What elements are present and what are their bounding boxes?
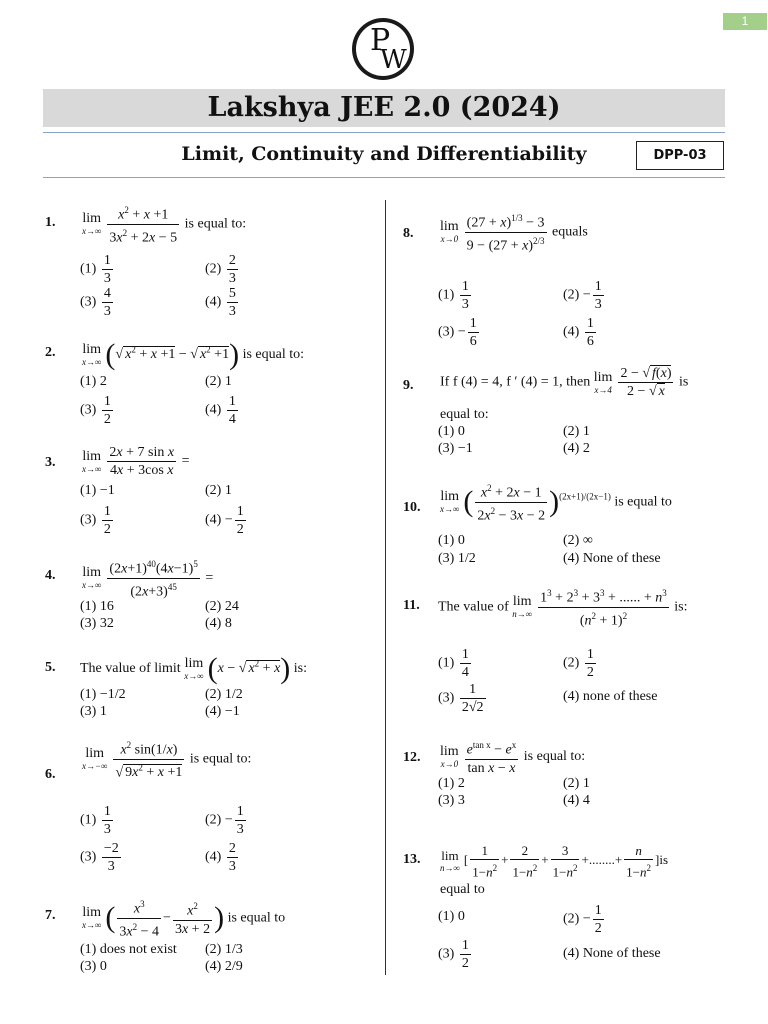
- option: (2) 1: [205, 374, 232, 389]
- question-number: 7.: [45, 908, 56, 923]
- option: (1) −1/2: [80, 687, 126, 702]
- question-13-expression: lim n→∞ [ $\frac{1}{1-n^2}$ + $\frac{2}{1-n^2}$ + $\frac{3}{1-n^2}$ +........+ $\frac{n}{1-n^2}$ ]is: [440, 843, 669, 880]
- option: (4) $\frac{1}{4}$: [205, 394, 236, 427]
- question-12-expression: lim x→0 $\frac{e^{tan x} - e^x}{\text{tan x − x}}$ is equal to:: [440, 737, 585, 777]
- option: (3) $\frac{1}{2}$: [438, 938, 469, 971]
- option: (4) $\frac{1}{6}$: [563, 316, 594, 349]
- option: (4) 2/9: [205, 959, 243, 974]
- question-1-expression: lim x→∞ $\frac{x^2 + x +1}{3x^2 + 2x - 5}$ is equal to:: [82, 202, 246, 246]
- option: (2) ∞: [563, 533, 593, 548]
- question-number: 12.: [403, 750, 421, 765]
- option: (4) − $\frac{1}{2}$: [205, 504, 244, 537]
- question-number: 8.: [403, 226, 414, 241]
- option: (3) 1/2: [438, 551, 476, 566]
- question-6-expression: lim x→−∞ $\frac{x^2 \sin(1/x)}{√ 9x^2 + x +1}$ is equal to:: [82, 737, 251, 781]
- option: (4) −1: [205, 704, 240, 719]
- question-4-expression: lim x→∞ $\frac{(2x+1)^{40}(4x-1)^5}{(2x+3)^{45}}$ =: [82, 556, 213, 600]
- option: (2) $\frac{1}{2}$: [563, 647, 594, 680]
- option: (4) 8: [205, 616, 232, 631]
- divider: [43, 132, 725, 133]
- question-number: 9.: [403, 378, 414, 393]
- question-number: 10.: [403, 500, 421, 515]
- option: (1) $\frac{1}{3}$: [80, 253, 111, 286]
- option: (4) None of these: [563, 551, 661, 566]
- option: (3) $\frac{1}{2√2}$: [438, 682, 484, 715]
- option: (3) $\frac{1}{2}$: [80, 394, 111, 427]
- dpp-badge: DPP-03: [636, 141, 724, 170]
- option: (2) − $\frac{1}{3}$: [563, 279, 602, 312]
- question-10-expression: lim x→∞ ( $\frac{x^2 + 2x - 1}{2x^2 - 3x - 2}$ )$^{(2x+1)/(2x-1)}$ is equal to: [440, 480, 672, 524]
- question-number: 4.: [45, 568, 56, 583]
- option: (2) 1: [563, 424, 590, 439]
- option: (2) 1: [563, 776, 590, 791]
- option: (1) −1: [80, 483, 115, 498]
- option: (4) $\frac{5}{3}$: [205, 286, 236, 319]
- option: (4) none of these: [563, 689, 658, 704]
- option: (3) 32: [80, 616, 114, 631]
- logo-letter-w: W: [380, 45, 407, 75]
- question-line: equal to:: [440, 407, 489, 422]
- question-number: 13.: [403, 852, 421, 867]
- option: (2) 1/3: [205, 942, 243, 957]
- question-5-expression: The value of limit lim x→∞ (x − √ $x^2 + x$) is:: [80, 652, 308, 685]
- question-number: 3.: [45, 455, 56, 470]
- column-divider: [385, 200, 386, 975]
- option: (3) 1: [80, 704, 107, 719]
- option: (2) − $\frac{1}{3}$: [205, 804, 244, 837]
- option: (1) 0: [438, 533, 465, 548]
- question-11-expression: The value of lim n→∞ $\frac{1^3 + 2^3 + 3^3 + ...... + n^3}{(n^2 + 1)^2}$ is:: [438, 585, 688, 629]
- option: (1) does not exist: [80, 942, 177, 957]
- question-number: 5.: [45, 660, 56, 675]
- question-number: 6.: [45, 767, 56, 782]
- option: (3) 3: [438, 793, 465, 808]
- option: (1) 0: [438, 909, 465, 924]
- question-7-expression: lim x→∞ ( $\frac{x^3}{3x^2 - 4}$ − $\frac{x^2}{3x + 2}$ ) is equal to: [82, 896, 285, 940]
- option: (2) 1: [205, 483, 232, 498]
- chapter-subtitle: Limit, Continuity and Differentiability: [181, 143, 587, 165]
- question-tail: is equal to:: [184, 216, 247, 232]
- option: (4) None of these: [563, 946, 661, 961]
- question-8-expression: lim x→0 $\frac{(27 + x)^{1/3} - 3}{9 - (27 + x)^{2/3}}$ equals: [440, 210, 588, 254]
- page-number-badge: 1: [723, 13, 767, 30]
- divider: [43, 177, 725, 178]
- question-2-expression: lim x→∞ (√ $x^2 + x +1$ − √ $x^2 +1$) is equal to:: [82, 338, 305, 371]
- option: (1) $\frac{1}{3}$: [438, 279, 469, 312]
- question-3-expression: lim x→∞ $\frac{\text{2x + 7 sin x}}{\text{4x + 3cos x}}$ =: [82, 445, 190, 478]
- option: (2) $\frac{2}{3}$: [205, 253, 236, 286]
- logo-letter-p: P: [370, 23, 391, 58]
- option: (4) 2: [563, 441, 590, 456]
- pw-logo: [352, 18, 414, 80]
- option: (2) − $\frac{1}{2}$: [563, 903, 602, 936]
- option: (4) $\frac{2}{3}$: [205, 841, 236, 874]
- option: (1) $\frac{1}{3}$: [80, 804, 111, 837]
- option: (3) 0: [80, 959, 107, 974]
- option: (2) 1/2: [205, 687, 243, 702]
- question-9-expression: If f (4) = 4, f ′ (4) = 1, then lim x→4 $\frac{2 - √ f(x)}{2 - √ x}$ is: [440, 366, 689, 399]
- option: (1) 2: [438, 776, 465, 791]
- option: (1) 0: [438, 424, 465, 439]
- option: (4) 4: [563, 793, 590, 808]
- option: (3) $\frac{1}{2}$: [80, 504, 111, 537]
- option: (3) $\frac{-2}{3}$: [80, 841, 119, 874]
- option: (3) −1: [438, 441, 473, 456]
- option: (1) 2: [80, 374, 107, 389]
- question-number: 2.: [45, 345, 56, 360]
- option: (3) $\frac{4}{3}$: [80, 286, 111, 319]
- question-number: 1.: [45, 215, 56, 230]
- option: (1) $\frac{1}{4}$: [438, 647, 469, 680]
- option: (3) − $\frac{1}{6}$: [438, 316, 477, 349]
- question-line: equal to: [440, 882, 485, 897]
- option: (1) 16: [80, 599, 114, 614]
- option: (2) 24: [205, 599, 239, 614]
- page-title: Lakshya JEE 2.0 (2024): [43, 89, 725, 127]
- question-number: 11.: [403, 598, 420, 613]
